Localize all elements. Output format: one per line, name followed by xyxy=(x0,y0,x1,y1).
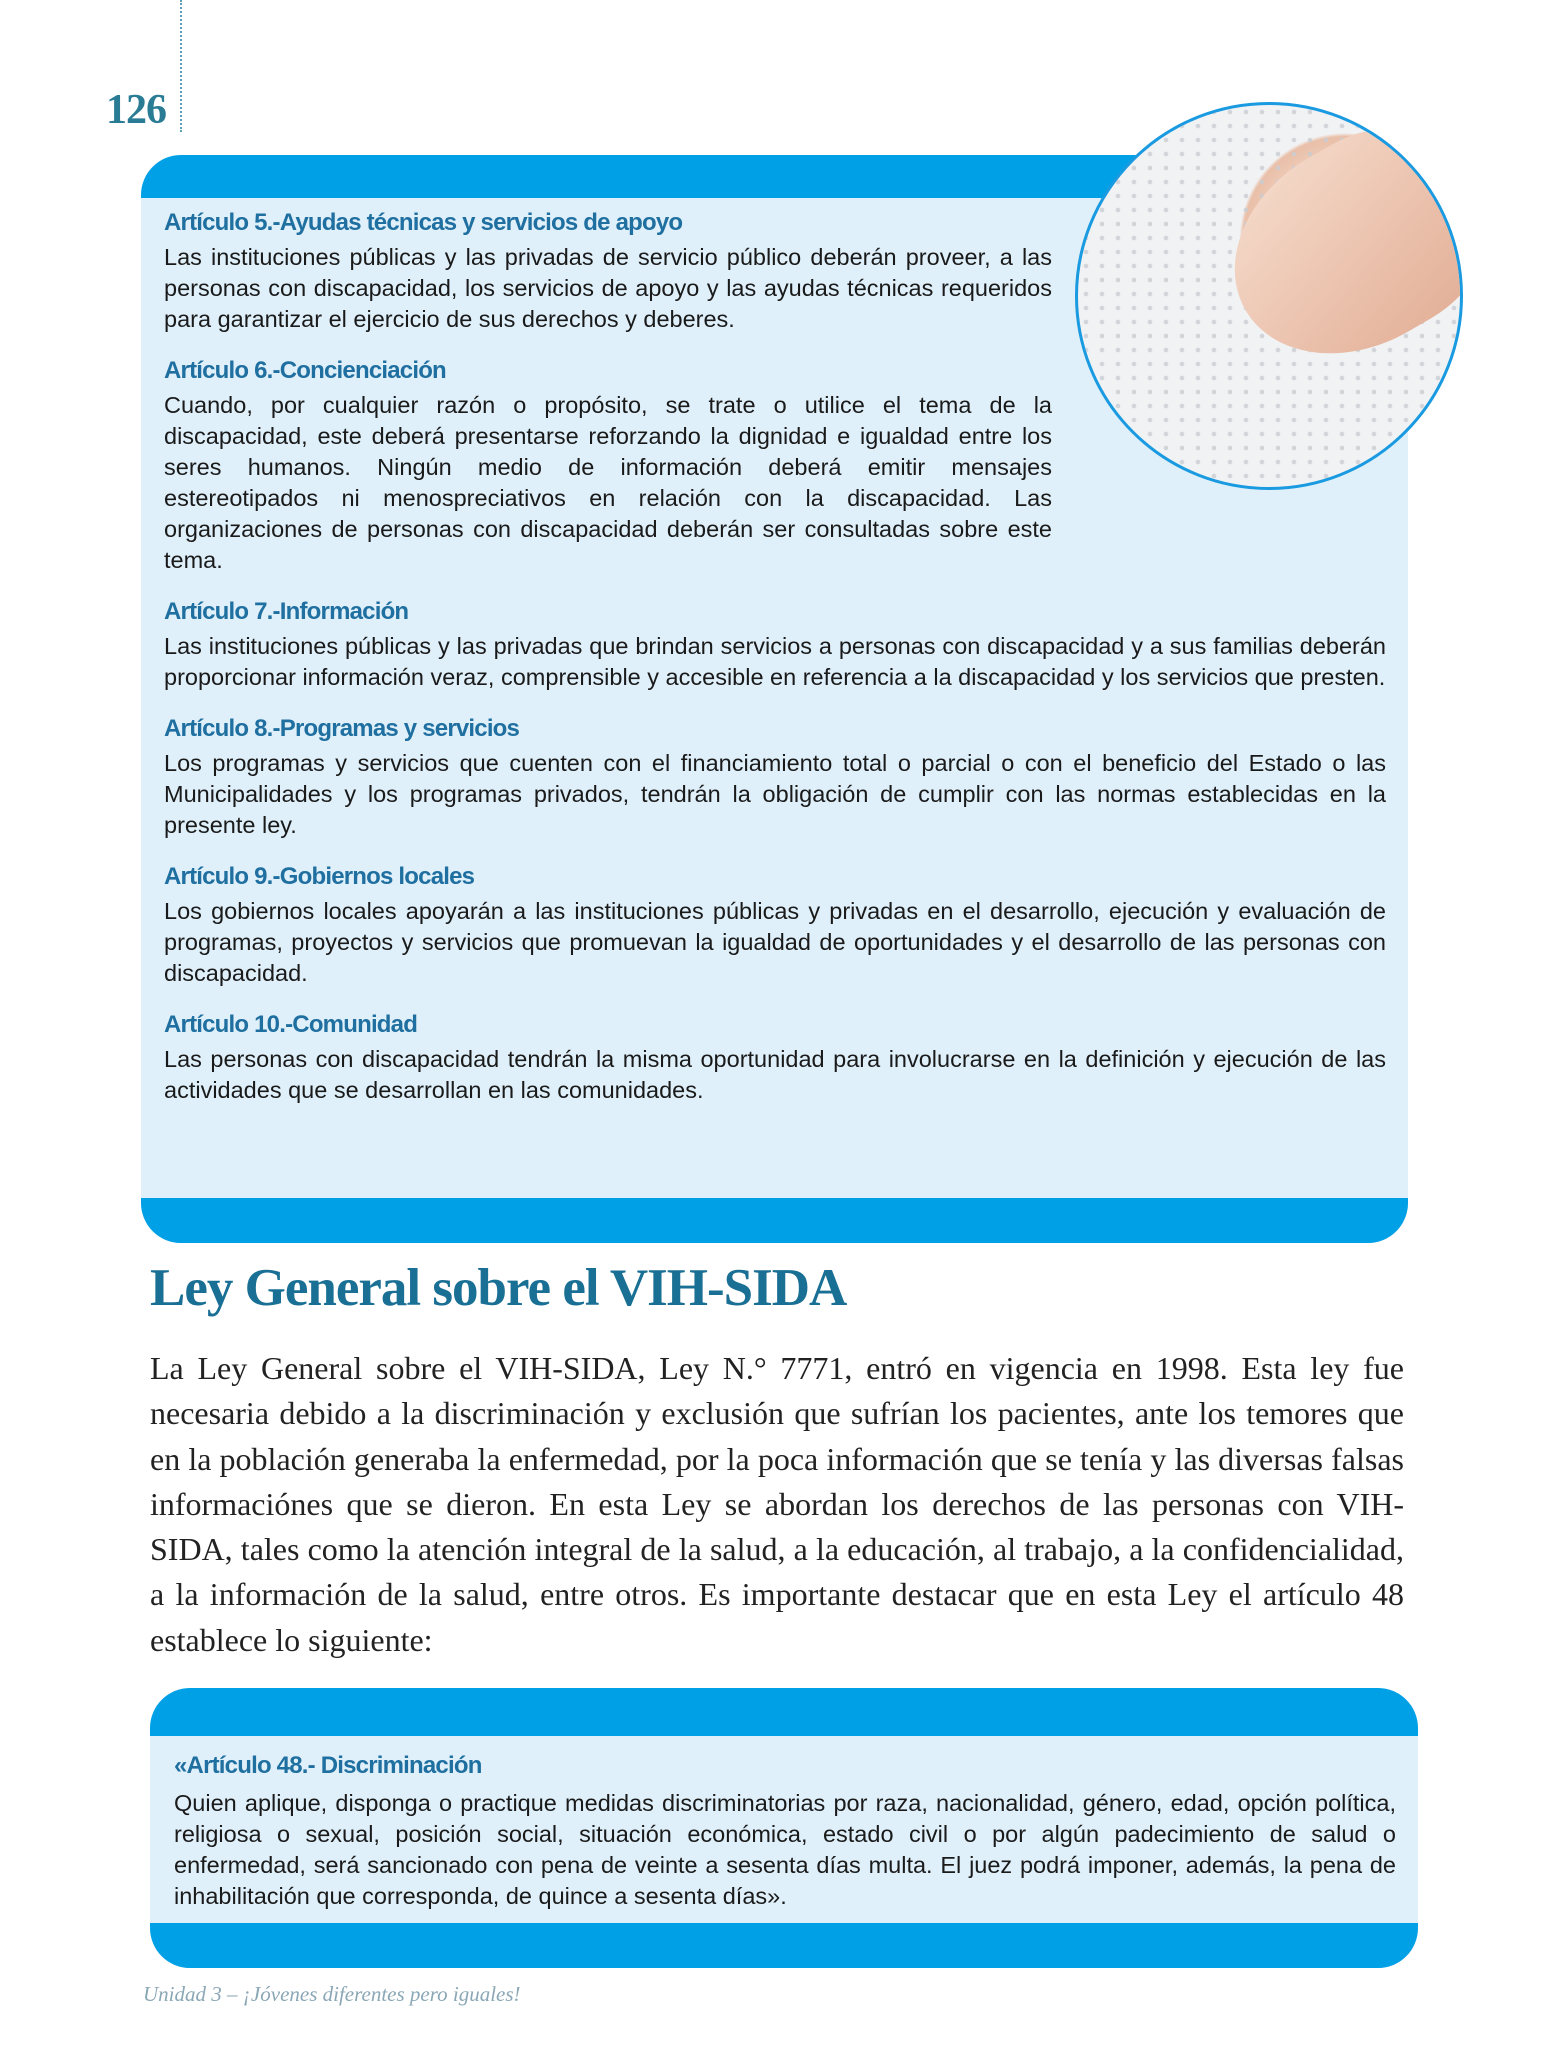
quote-body: Quien aplique, disponga o practique medidas discriminatorias por raza, nacionalidad, género, edad, opción política, religiosa o sexual, posición social, situación económica, estado civil o por algún padecimiento de salud o enfermedad, será sancionado con pena de veinte a sesenta días multa. El juez podrá imponer, además, la pena de inhabilitación que corresponda, de quince a sesenta días». xyxy=(174,1790,1396,1909)
page-number: 126 xyxy=(106,87,166,133)
box-top-band xyxy=(150,1688,1418,1736)
article-body: Cuando, por cualquier razón o propósito, se trate o utilice el tema de la discapacidad, este deberá presentarse reforzando la dignidad e igualdad entre los seres humanos. Ningún medio de información deberá emitir mensajes estereotipados ni menospreciativos en relación con la discapacidad. Las organizaciones de personas con discapacidad deberán ser consultadas sobre este tema. xyxy=(164,392,1052,573)
article-body: Las personas con discapacidad tendrán la misma oportunidad para involucrarse en la definición y ejecución de las actividades que se desarrollan en las comunidades. xyxy=(164,1046,1386,1103)
section-title: Ley General sobre el VIH-SIDA xyxy=(150,1259,847,1317)
box-bottom-band xyxy=(141,1198,1408,1243)
page-footer: Unidad 3 – ¡Jóvenes diferentes pero iguales! xyxy=(143,1982,521,2006)
margin-dotted-line xyxy=(180,0,182,132)
section-paragraph: La Ley General sobre el VIH-SIDA, Ley N.° 7771, entró en vigencia en 1998. Esta ley fue necesaria debido a la discriminación y exclusión que sufrían los pacientes, ante los temores que en la población generaba la enfermedad, por la poca información que se tenía y las diversas falsas informaciónes que se dieron. En esta Ley se abordan los derechos de las personas con VIH-SIDA, tales como la atención integral de la salud, a la educación, al trabajo, a la confidencialidad, a la información de la salud, entre otros. Es importante destacar que en esta Ley el artículo 48 establece lo siguiente: xyxy=(150,1350,1404,1658)
article-title: Artículo 10.-Comunidad xyxy=(164,1011,418,1038)
article-title: Artículo 9.-Gobiernos locales xyxy=(164,863,475,890)
article-body: Las instituciones públicas y las privadas que brindan servicios a personas con discapacidad y a sus familias deberán proporcionar información veraz, comprensible y accesible en referencia a la discapacidad y los servicios que presten. xyxy=(164,633,1386,690)
article-body: Las instituciones públicas y las privadas de servicio público deberán proveer, a las personas con discapacidad, los servicios de apoyo y las ayudas técnicas requeridos para garantizar el ejercicio de sus derechos y deberes. xyxy=(164,244,1052,332)
quote-box xyxy=(150,1688,1418,1968)
article-body: Los gobiernos locales apoyarán a las instituciones públicas y privadas en el desarrollo, ejecución y evaluación de programas, proyectos y servicios que promuevan la igualdad de oportunidades y el desarrollo de las personas con discapacidad. xyxy=(164,898,1386,986)
article-9 xyxy=(164,863,1386,989)
article-10 xyxy=(164,1011,1386,1106)
article-7 xyxy=(164,598,1386,693)
braille-reading-photo xyxy=(1075,102,1463,490)
article-title: Artículo 8.-Programas y servicios xyxy=(164,715,520,742)
article-8 xyxy=(164,715,1386,841)
article-title: Artículo 6.-Concienciación xyxy=(164,357,446,384)
quote-title: «Artículo 48.- Discriminación xyxy=(174,1752,482,1779)
box-bottom-band xyxy=(150,1923,1418,1968)
article-title: Artículo 7.-Información xyxy=(164,598,409,625)
article-title: Artículo 5.-Ayudas técnicas y servicios de apoyo xyxy=(164,209,683,236)
article-body: Los programas y servicios que cuenten con el financiamiento total o parcial o con el beneficio del Estado o las Municipalidades y los programas privados, tendrán la obligación de cumplir con las normas establecidas en la presente ley. xyxy=(164,750,1386,838)
